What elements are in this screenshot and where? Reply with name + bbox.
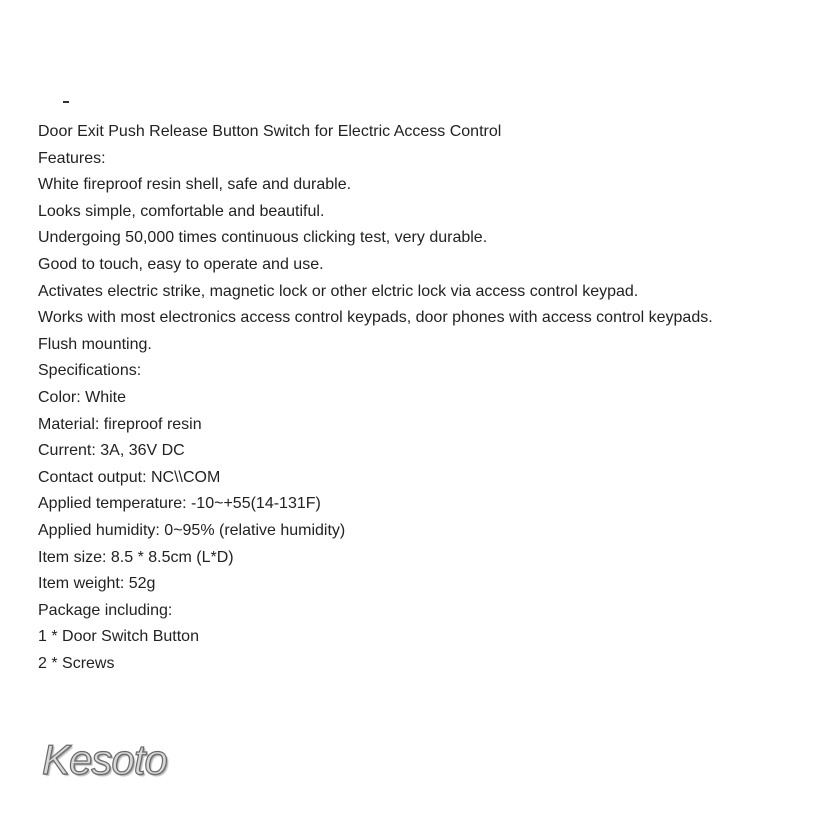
feature-line: White fireproof resin shell, safe and durable. [38, 176, 352, 194]
spec-line: Item size: 8.5 * 8.5cm (L*D) [38, 548, 234, 566]
spec-line: Applied temperature: -10~+55(14-131F) [38, 495, 321, 513]
spec-line: Color: White [38, 388, 127, 406]
features-heading: Features: [38, 149, 106, 167]
spec-line: Item weight: 52g [38, 575, 156, 593]
package-heading: Package including: [38, 601, 173, 619]
stray-dash-mark [63, 101, 69, 103]
spec-line: Applied humidity: 0~95% (relative humidity) [38, 521, 346, 539]
package-item: 1 * Door Switch Button [38, 628, 199, 646]
feature-line: Looks simple, comfortable and beautiful. [38, 202, 325, 220]
feature-line: Good to touch, easy to operate and use. [38, 255, 324, 273]
product-title: Door Exit Push Release Button Switch for Electric Access Control [38, 123, 502, 140]
feature-line: Activates electric strike, magnetic lock or other elctric lock via access control keypad. [38, 282, 639, 300]
product-description [38, 119, 808, 677]
brand-logo: Kesoto [42, 736, 167, 783]
spec-line: Material: fireproof resin [38, 415, 202, 433]
feature-line: Flush mounting. [38, 335, 152, 353]
spec-line: Contact output: NC\\COM [38, 468, 221, 486]
package-item: 2 * Screws [38, 654, 115, 672]
feature-line: Undergoing 50,000 times continuous clicking test, very durable. [38, 229, 488, 247]
spec-line: Current: 3A, 36V DC [38, 442, 185, 460]
feature-line: Works with most electronics access control keypads, door phones with access control keypads. [38, 309, 713, 327]
specifications-heading: Specifications: [38, 362, 142, 380]
